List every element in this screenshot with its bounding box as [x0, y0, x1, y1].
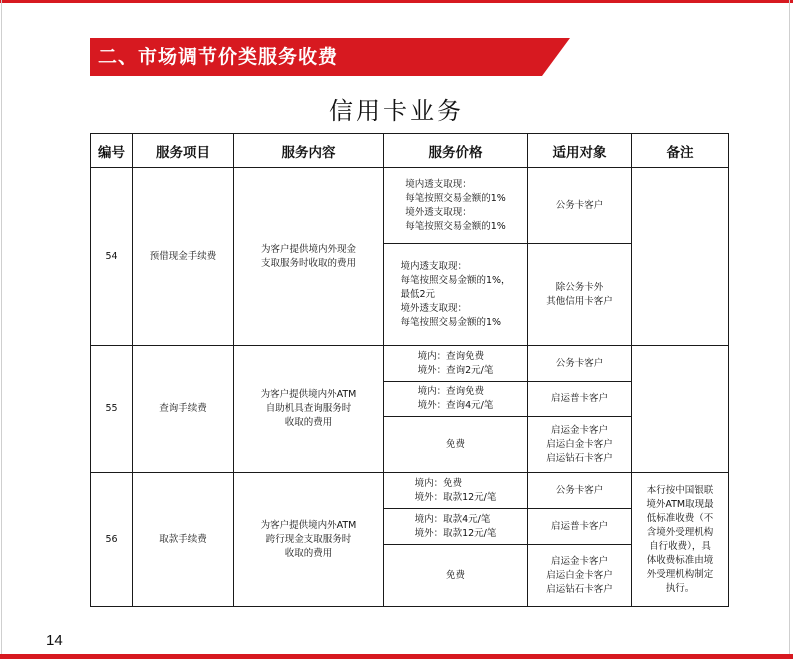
table-row — [91, 346, 729, 382]
target-cell: 启运普卡客户 — [528, 382, 632, 417]
row-id: 55 — [91, 346, 133, 473]
top-red-rule — [0, 0, 793, 3]
price-text: 免费 — [445, 438, 465, 450]
row-id: 54 — [91, 168, 133, 346]
price-text: 境内：取款4元/笔 境外：取款12元/笔 — [414, 513, 497, 539]
header-item: 服务项目 — [133, 134, 234, 168]
target-cell: 公务卡客户 — [528, 346, 632, 382]
header-content: 服务内容 — [234, 134, 384, 168]
price-text: 境内：免费 境外：取款12元/笔 — [414, 477, 497, 503]
row-item: 预借现金手续费 — [133, 168, 234, 346]
row-content: 为客户提供境内外现金 支取服务时收取的费用 — [234, 168, 384, 346]
row-item: 查询手续费 — [133, 346, 234, 473]
page-number: 14 — [46, 632, 63, 649]
price-cell — [384, 509, 528, 545]
price-cell — [384, 417, 528, 473]
price-text: 免费 — [445, 569, 465, 581]
target-cell: 启运金卡客户 启运白金卡客户 启运钻石卡客户 — [528, 545, 632, 607]
price-text: 境内：查询免费 境外：查询2元/笔 — [417, 350, 494, 376]
header-note: 备注 — [632, 134, 729, 168]
price-cell — [384, 244, 528, 346]
target-cell: 公务卡客户 — [528, 473, 632, 509]
price-cell — [384, 168, 528, 244]
price-cell — [384, 473, 528, 509]
header-id: 编号 — [91, 134, 133, 168]
note-cell — [632, 168, 729, 346]
price-text: 境内：查询免费 境外：查询4元/笔 — [417, 386, 494, 411]
price-cell — [384, 545, 528, 607]
price-text: 境内透支取现： 每笔按照交易金额的1% 境外透支取现： 每笔按照交易金额的1% — [405, 178, 506, 232]
table-header-row — [91, 134, 729, 168]
target-cell: 公务卡客户 — [528, 168, 632, 244]
target-cell: 启运金卡客户 启运白金卡客户 启运钻石卡客户 — [528, 417, 632, 473]
target-cell: 启运普卡客户 — [528, 509, 632, 545]
row-content: 为客户提供境内外ATM 跨行现金支取服务时 收取的费用 — [234, 473, 384, 607]
document-title: 信用卡业务 — [329, 97, 464, 125]
price-text: 境内透支取现： 每笔按照交易金额的1%， 最低2元 境外透支取现： 每笔按照交易金额的1% — [400, 260, 511, 328]
note-cell: 本行按中国银联 境外ATM取现最 低标准收费（不 含境外受理机构 自行收费），具 体收费标准由境 外受理机构制定 执行。 — [632, 473, 729, 607]
fee-table — [90, 133, 729, 607]
price-cell — [384, 346, 528, 382]
target-cell: 除公务卡外 其他信用卡客户 — [528, 244, 632, 346]
note-cell — [632, 346, 729, 473]
row-item: 取款手续费 — [133, 473, 234, 607]
header-price: 服务价格 — [384, 134, 528, 168]
section-banner — [90, 38, 570, 76]
row-id: 56 — [91, 473, 133, 607]
price-cell — [384, 382, 528, 417]
table-row — [91, 473, 729, 509]
section-title: 二、市场调节价类服务收费 — [98, 46, 339, 68]
bottom-red-rule — [0, 654, 793, 659]
row-content: 为客户提供境内外ATM 自助机具查询服务时 收取的费用 — [234, 346, 384, 473]
table-row — [91, 168, 729, 244]
header-target: 适用对象 — [528, 134, 632, 168]
